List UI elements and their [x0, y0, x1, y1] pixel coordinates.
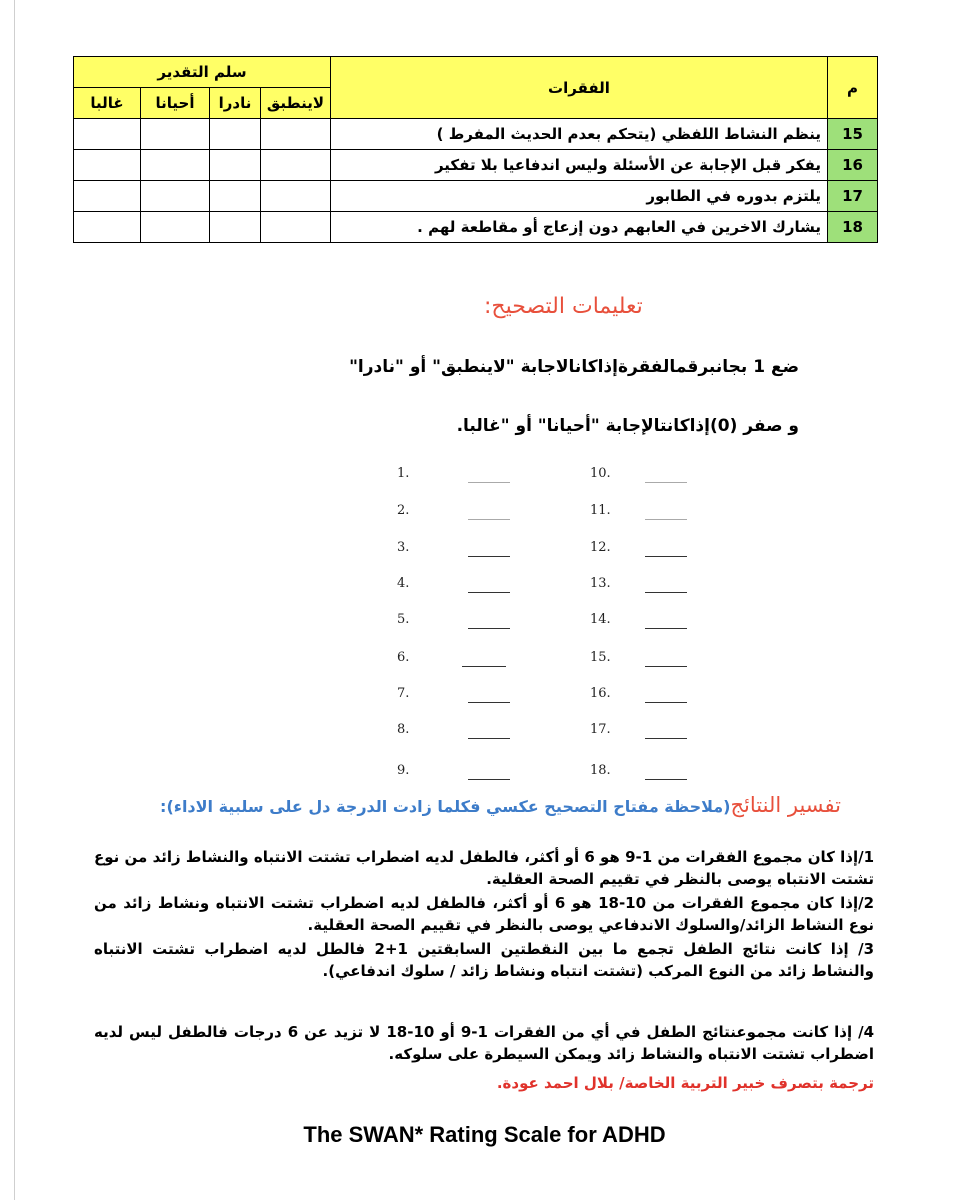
interpretation-point-2: 2/إذا كان مجموع الفقرات من 10-18 هو 6 أو أكثر، فالطفل لديه اضطراب تشتت الانتباه ونشاط زائد من نوع النشاط الزائد/والسلوك الاندفاعي يوصى بالنظر في تقييم الصحة العقلية.	[94, 894, 875, 934]
page-edge	[14, 0, 15, 1200]
interpretation-point-1: 1/إذا كان مجموع الفقرات من 1-9 هو 6 أو أكثر، فالطفل لديه اضطراب تشتت الانتباه والنشاط زائد من نوع تشتت الانتباه يوصى بالنظر في تقييم الصحة العقلية.	[94, 848, 875, 888]
row-text: يلتزم بدوره في الطابور	[331, 181, 828, 212]
rating-cell[interactable]	[261, 181, 331, 212]
rating-table	[73, 56, 878, 243]
score-label: 1.	[397, 466, 410, 481]
score-label: 11.	[590, 503, 611, 518]
score-label: 17.	[590, 722, 611, 737]
row-number: 15	[828, 119, 878, 150]
interpretation-title: تفسير النتائج	[730, 793, 841, 817]
interpretation-note: (ملاحظة مفتاح التصحيح عكسي فكلما زادت الدرجة دل على سلبية الاداء):	[160, 797, 731, 816]
score-label: 12.	[590, 540, 611, 555]
rating-cell[interactable]	[210, 119, 261, 150]
score-label: 15.	[590, 650, 611, 665]
row-number: 18	[828, 212, 878, 243]
correction-line-1: ضع 1 بجانبرقمالفقرةإذاكانالاجابة "لاينطبق" أو "نادرا"	[349, 357, 799, 377]
score-label: 7.	[397, 686, 410, 701]
translation-credit: ترجمة بتصرف خبير التربية الخاصة/ بلال احمد عودة.	[496, 1074, 874, 1092]
score-label: 4.	[397, 576, 410, 591]
rating-cell[interactable]	[141, 181, 210, 212]
header-number: م	[828, 57, 878, 119]
score-blank[interactable]	[645, 738, 687, 739]
row-number: 16	[828, 150, 878, 181]
score-blank[interactable]	[468, 519, 510, 520]
score-blank[interactable]	[645, 779, 687, 780]
score-blank[interactable]	[468, 628, 510, 629]
score-label: 6.	[397, 650, 410, 665]
correction-title: تعليمات التصحيح:	[484, 294, 643, 319]
score-blank[interactable]	[645, 702, 687, 703]
score-blank[interactable]	[645, 556, 687, 557]
rating-cell[interactable]	[210, 181, 261, 212]
scale-option-often: غالبا	[74, 88, 141, 119]
score-blank[interactable]	[645, 628, 687, 629]
interpretation-heading	[160, 793, 841, 817]
header-scale-title: سلم التقدير	[74, 57, 331, 88]
score-blank[interactable]	[468, 556, 510, 557]
correction-line-2: و صفر (0)إذاكانتالإجابة "أحيانا" أو "غالبا.	[456, 416, 799, 436]
score-blank[interactable]	[468, 738, 510, 739]
rating-cell[interactable]	[210, 212, 261, 243]
rating-cell[interactable]	[74, 212, 141, 243]
score-label: 14.	[590, 612, 611, 627]
rating-cell[interactable]	[141, 212, 210, 243]
table-row	[74, 181, 878, 212]
score-label: 10.	[590, 466, 611, 481]
score-blank[interactable]	[468, 779, 510, 780]
score-label: 2.	[397, 503, 410, 518]
rating-cell[interactable]	[74, 150, 141, 181]
rating-cell[interactable]	[261, 150, 331, 181]
scale-option-sometimes: أحيانا	[141, 88, 210, 119]
footer-title: The SWAN* Rating Scale for ADHD	[303, 1122, 666, 1147]
scale-option-not-apply: لاينطبق	[261, 88, 331, 119]
rating-cell[interactable]	[210, 150, 261, 181]
rating-cell[interactable]	[74, 181, 141, 212]
score-blank[interactable]	[468, 702, 510, 703]
score-blank[interactable]	[462, 666, 506, 667]
table-row	[74, 119, 878, 150]
interpretation-point-3: 3/ إذا كانت نتائج الطفل تجمع ما بين النقطتين السابقتين 1+2 فالطل لديه اضطراب تشتت الانتباه والنشاط زائد من النوع المركب (تشتت انتباه ونشاط زائد / سلوك اندفاعي).	[94, 940, 874, 980]
score-blank[interactable]	[645, 592, 687, 593]
score-label: 3.	[397, 540, 410, 555]
rating-cell[interactable]	[74, 119, 141, 150]
rating-cell[interactable]	[141, 119, 210, 150]
score-blank[interactable]	[645, 519, 687, 520]
table-row	[74, 150, 878, 181]
table-header-row	[74, 57, 878, 88]
score-blank[interactable]	[468, 592, 510, 593]
score-blank[interactable]	[468, 482, 510, 483]
score-label: 5.	[397, 612, 410, 627]
row-number: 17	[828, 181, 878, 212]
score-label: 16.	[590, 686, 611, 701]
scale-option-rarely: نادرا	[210, 88, 261, 119]
score-blank[interactable]	[645, 666, 687, 667]
row-text: يشارك الاخرين في العابهم دون إزعاج أو مقاطعة لهم .	[331, 212, 828, 243]
rating-cell[interactable]	[261, 212, 331, 243]
score-label: 18.	[590, 763, 611, 778]
score-label: 13.	[590, 576, 611, 591]
score-blank[interactable]	[645, 482, 687, 483]
score-label: 8.	[397, 722, 410, 737]
header-items: الفقرات	[331, 57, 828, 119]
rating-cell[interactable]	[261, 119, 331, 150]
row-text: يفكر قبل الإجابة عن الأسئلة وليس اندفاعيا بلا تفكير	[331, 150, 828, 181]
interpretation-point-4: 4/ إذا كانت مجموعنتائج الطفل في أي من الفقرات 1-9 أو 10-18 لا تزيد عن 6 درجات فالطفل ليس لديه اضطراب تشتت الانتباه والنشاط زائد ويمكن السيطرة على سلوكه.	[94, 1023, 874, 1063]
score-label: 9.	[397, 763, 410, 778]
rating-cell[interactable]	[141, 150, 210, 181]
row-text: ينظم النشاط اللفظي (يتحكم بعدم الحديث المفرط )	[331, 119, 828, 150]
table-row	[74, 212, 878, 243]
